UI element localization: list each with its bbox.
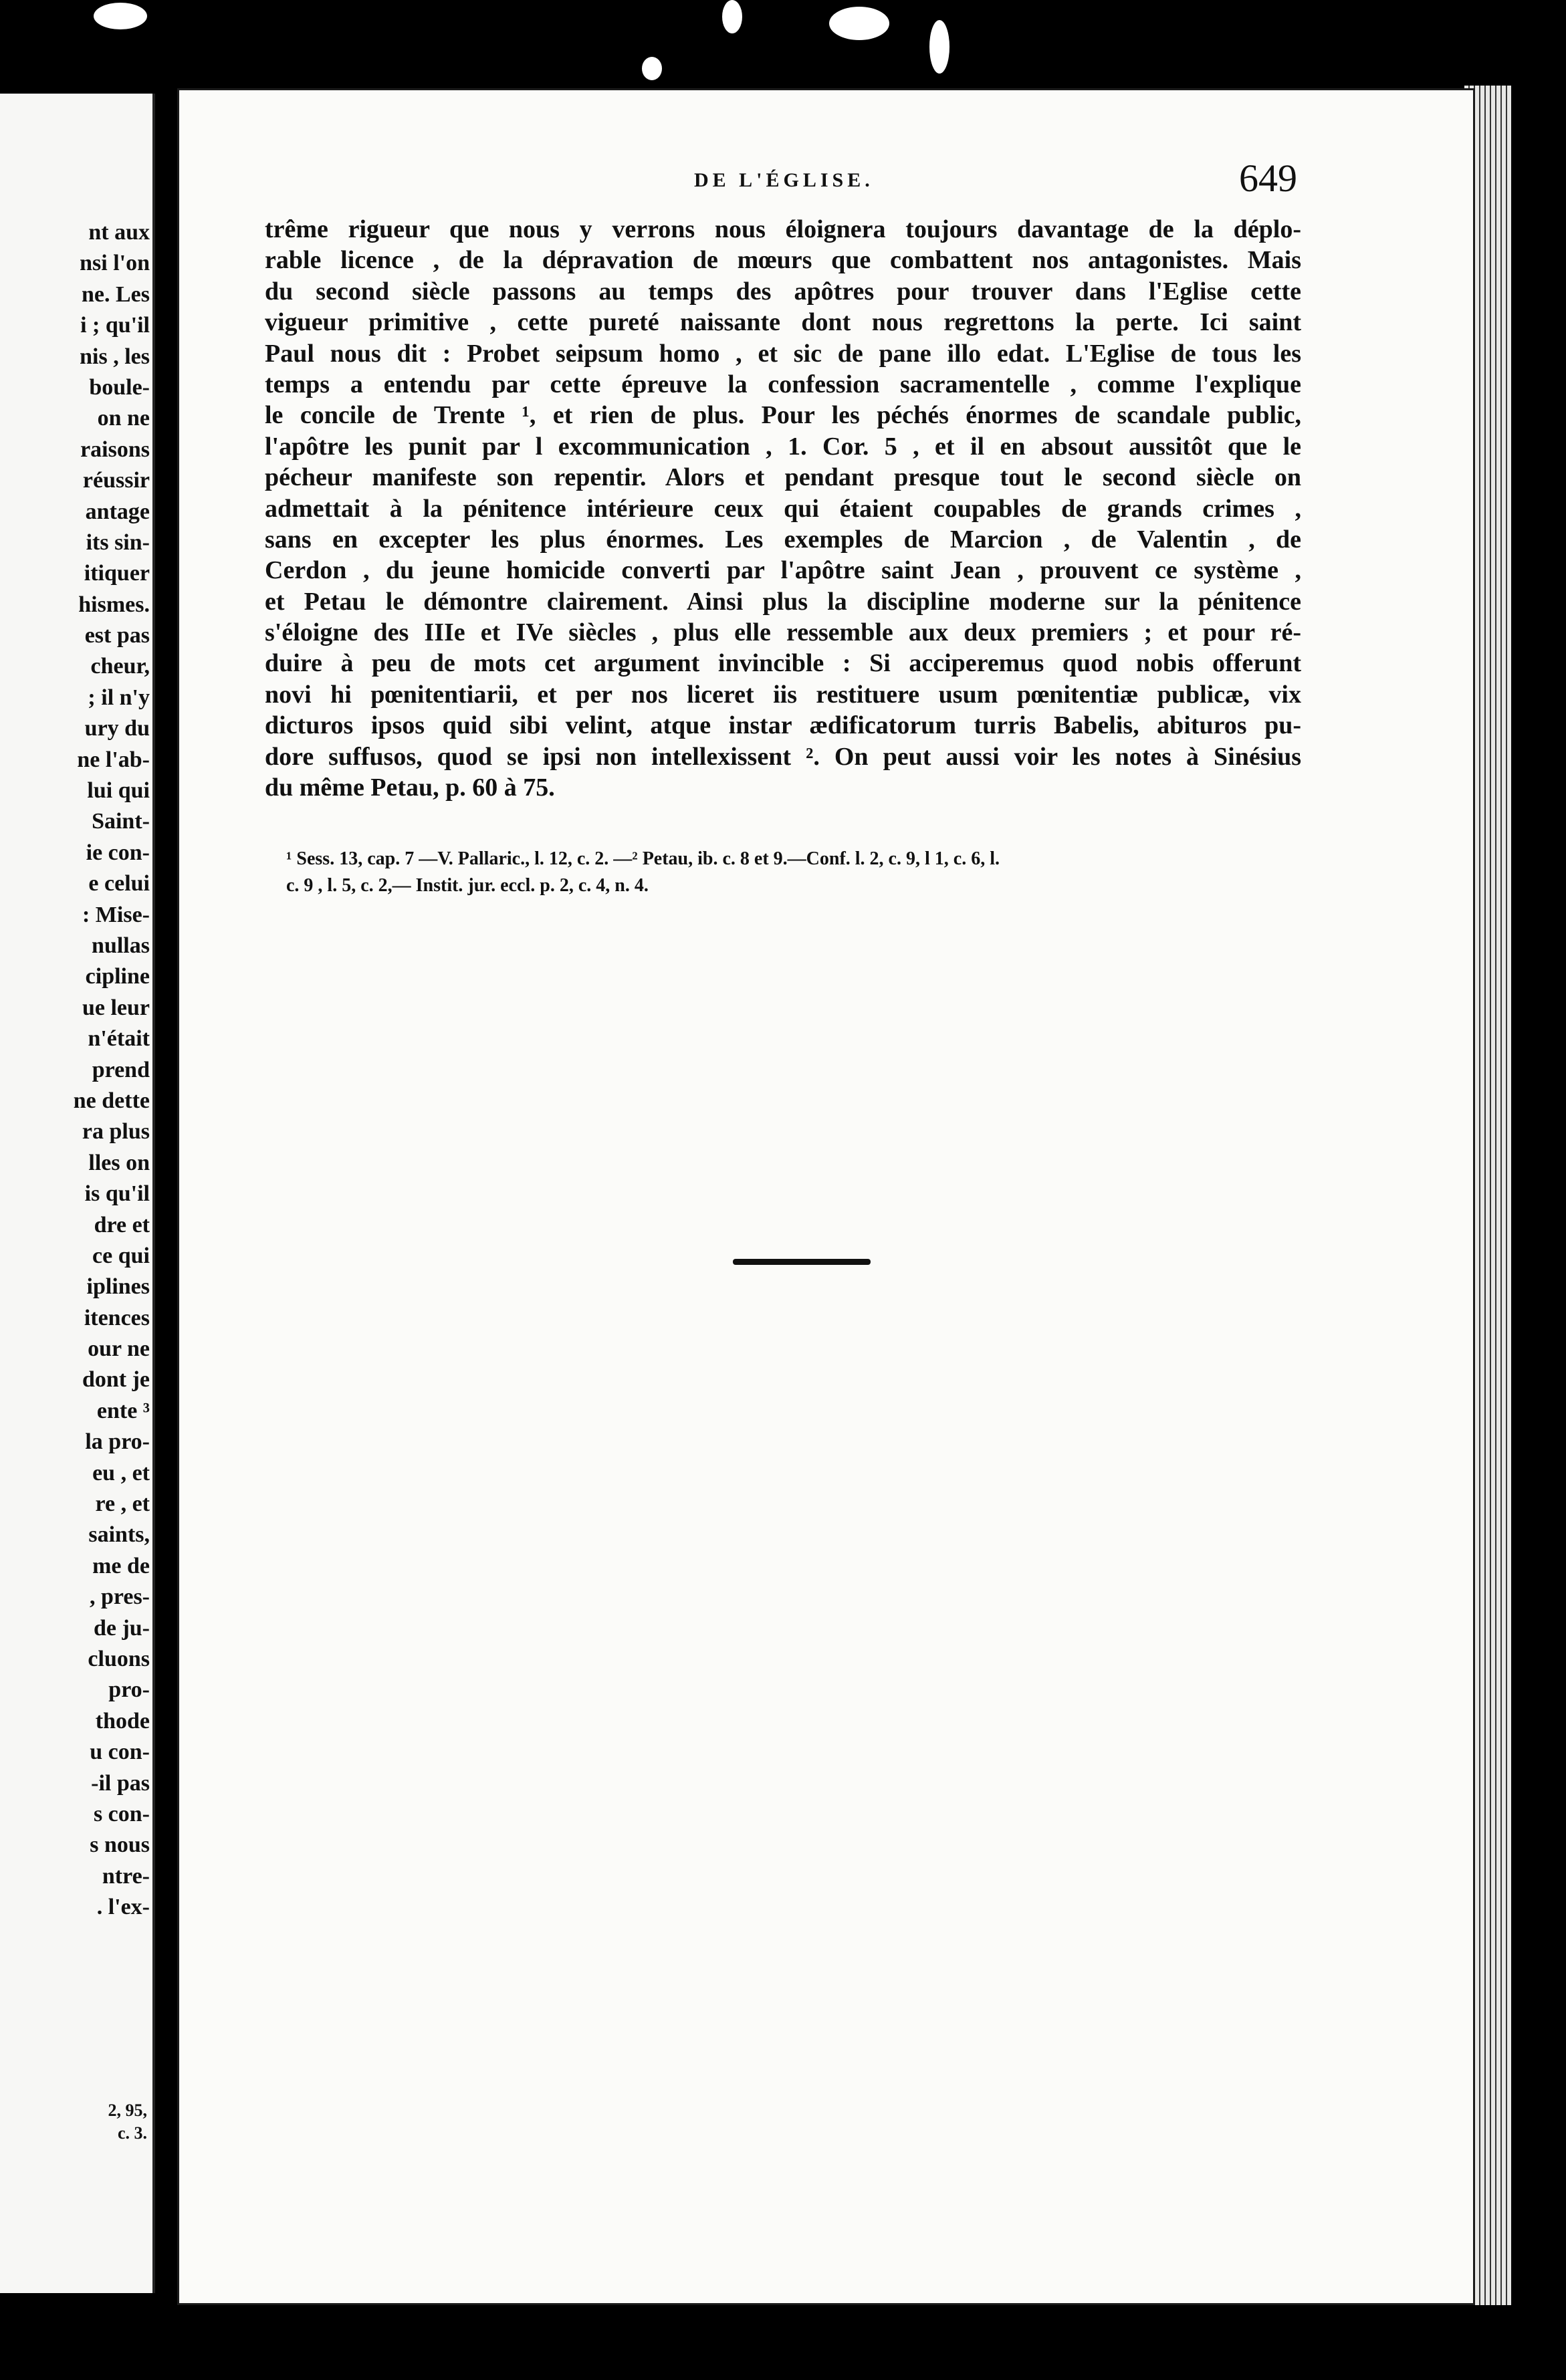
text-line: . l'ex- xyxy=(96,1895,150,1920)
text-line: dicturos ipsos quid sibi velint, atque instar ædificatorum turris Babelis, abituros pu- xyxy=(265,711,1301,740)
text-line: trême rigueur que nous y verrons nous éloignera toujours davantage de la déplo- xyxy=(265,215,1301,243)
text-line: sans en excepter les plus énormes. Les exemples de Marcion , de Valentin , de xyxy=(265,525,1301,554)
text-line: Saint- xyxy=(92,809,150,834)
text-line: dre et xyxy=(94,1212,150,1237)
text-line: i ; qu'il xyxy=(80,313,150,338)
page-number: 649 xyxy=(1239,156,1297,200)
text-line: pro- xyxy=(108,1677,150,1703)
text-line: s'éloigne des IIIe et IVe siècles , plus elle ressemble aux deux premiers ; et pour ré- xyxy=(265,618,1301,647)
text-line: dore suffusos, quod se ipsi non intellexissent ². On peut aussi voir les notes à Sinésius xyxy=(265,742,1301,771)
text-line: temps a entendu par cette épreuve la confession sacramentelle , comme l'explique xyxy=(265,370,1301,398)
text-line: cheur, xyxy=(90,654,150,679)
section-rule xyxy=(733,1259,871,1265)
text-line: prend xyxy=(92,1057,150,1082)
text-line: eu , et xyxy=(92,1460,150,1485)
scan-speck xyxy=(829,7,889,40)
text-line: on ne xyxy=(97,406,150,431)
text-line: iplines xyxy=(86,1274,150,1300)
text-line: de ju- xyxy=(93,1615,150,1641)
text-line: thode xyxy=(95,1708,150,1734)
text-line: est pas xyxy=(84,623,150,648)
text-line: itences xyxy=(84,1305,150,1330)
text-line: ue leur xyxy=(82,995,150,1020)
text-line: its sin- xyxy=(86,529,150,555)
left-page xyxy=(0,94,155,2293)
footnotes xyxy=(286,846,1303,899)
text-line: c. 9 , l. 5, c. 2,— Instit. jur. eccl. p. 2, c. 4, n. 4. xyxy=(286,875,649,896)
text-line: nt aux xyxy=(88,220,150,245)
text-line: pécheur manifeste son repentir. Alors et pendant presque tout le second siècle on xyxy=(265,463,1301,492)
scan-speck xyxy=(722,0,742,33)
text-line: 2, 95, xyxy=(108,2101,147,2120)
text-line: : Mise- xyxy=(82,902,150,927)
text-line: lui qui xyxy=(87,778,150,804)
text-line: le concile de Trente ¹, et rien de plus. Pour les péchés énormes de scandale public, xyxy=(265,401,1301,430)
text-line: dont je xyxy=(82,1367,150,1393)
text-line: our ne xyxy=(88,1336,150,1362)
text-line: rable licence , de la dépravation de mœurs que combattent nos antagonistes. Mais xyxy=(265,246,1301,275)
text-line: cipline xyxy=(85,964,150,989)
left-page-footnotes xyxy=(0,2099,147,2145)
text-line: hismes. xyxy=(78,592,150,617)
text-line: n'était xyxy=(88,1026,150,1052)
text-line: duire à peu de mots cet argument invincible : Si acciperemus quod nobis offerunt xyxy=(265,649,1301,678)
text-line: -il pas xyxy=(91,1770,150,1796)
text-line: c. 3. xyxy=(117,2123,147,2143)
text-line: du même Petau, p. 60 à 75. xyxy=(265,774,555,802)
text-line: cluons xyxy=(88,1646,150,1671)
text-line: ra plus xyxy=(82,1119,150,1145)
text-line: ; il n'y xyxy=(88,685,150,710)
scan-speck xyxy=(929,20,949,74)
text-line: u con- xyxy=(90,1740,150,1765)
text-line: ne. Les xyxy=(82,281,150,307)
book-page xyxy=(179,90,1473,2303)
text-line: du second siècle passons au temps des apôtres pour trouver dans l'Eglise cette xyxy=(265,277,1301,306)
text-line: s con- xyxy=(93,1801,150,1826)
text-line: lles on xyxy=(88,1150,150,1175)
text-line: boule- xyxy=(89,374,150,400)
text-line: l'apôtre les punit par l excommunication , 1. Cor. 5 , et il en absout aussitôt que le xyxy=(265,432,1301,461)
text-line: réussir xyxy=(82,468,150,493)
text-line: e celui xyxy=(88,871,150,897)
text-line: ce qui xyxy=(92,1243,150,1268)
text-line: nis , les xyxy=(80,344,150,369)
text-line: antage xyxy=(85,499,150,524)
running-head: DE L'ÉGLISE. xyxy=(694,169,874,191)
text-line: admettait à la pénitence intérieure ceux qui étaient coupables de grands crimes , xyxy=(265,494,1301,523)
text-line: Cerdon , du jeune homicide converti par l'apôtre saint Jean , prouvent ce système , xyxy=(265,556,1301,585)
scan-speck xyxy=(642,57,662,80)
text-line: ntre- xyxy=(102,1863,150,1889)
text-line: , pres- xyxy=(89,1584,150,1610)
text-line: ury du xyxy=(84,716,150,741)
text-line: is qu'il xyxy=(84,1181,150,1207)
text-line: saints, xyxy=(88,1522,150,1548)
text-line: ne l'ab- xyxy=(77,747,150,772)
text-line: et Petau le démontre clairement. Ainsi plus la discipline moderne sur la pénitence xyxy=(265,587,1301,616)
text-line: re , et xyxy=(95,1492,150,1517)
text-line: ie con- xyxy=(86,840,150,865)
text-line: vigueur primitive , cette pureté naissante dont nous regrettons la perte. Ici saint xyxy=(265,308,1301,337)
text-line: ne dette xyxy=(73,1088,150,1113)
text-line: itiquer xyxy=(84,561,150,586)
text-line: nsi l'on xyxy=(80,251,150,276)
text-line: me de xyxy=(92,1553,150,1578)
left-page-text xyxy=(3,217,150,1923)
text-line: raisons xyxy=(80,437,150,462)
body-text xyxy=(265,214,1301,803)
text-line: ente ³ xyxy=(96,1398,150,1423)
text-line: nullas xyxy=(92,933,150,958)
text-line: la pro- xyxy=(85,1429,150,1455)
text-line: novi hi pœnitentiarii, et per nos liceret iis restituere usum pœnitentiæ publicæ, vix xyxy=(265,680,1301,709)
text-line: Paul nous dit : Probet seipsum homo , et sic de pane illo edat. L'Eglise de tous les xyxy=(265,339,1301,368)
scan-speck xyxy=(94,3,147,29)
text-line: ¹ Sess. 13, cap. 7 —V. Pallaric., l. 12, c. 2. —² Petau, ib. c. 8 et 9.—Conf. l. 2, c. 9, l 1, c. 6, l. xyxy=(286,848,1000,869)
text-line: s nous xyxy=(90,1832,150,1858)
